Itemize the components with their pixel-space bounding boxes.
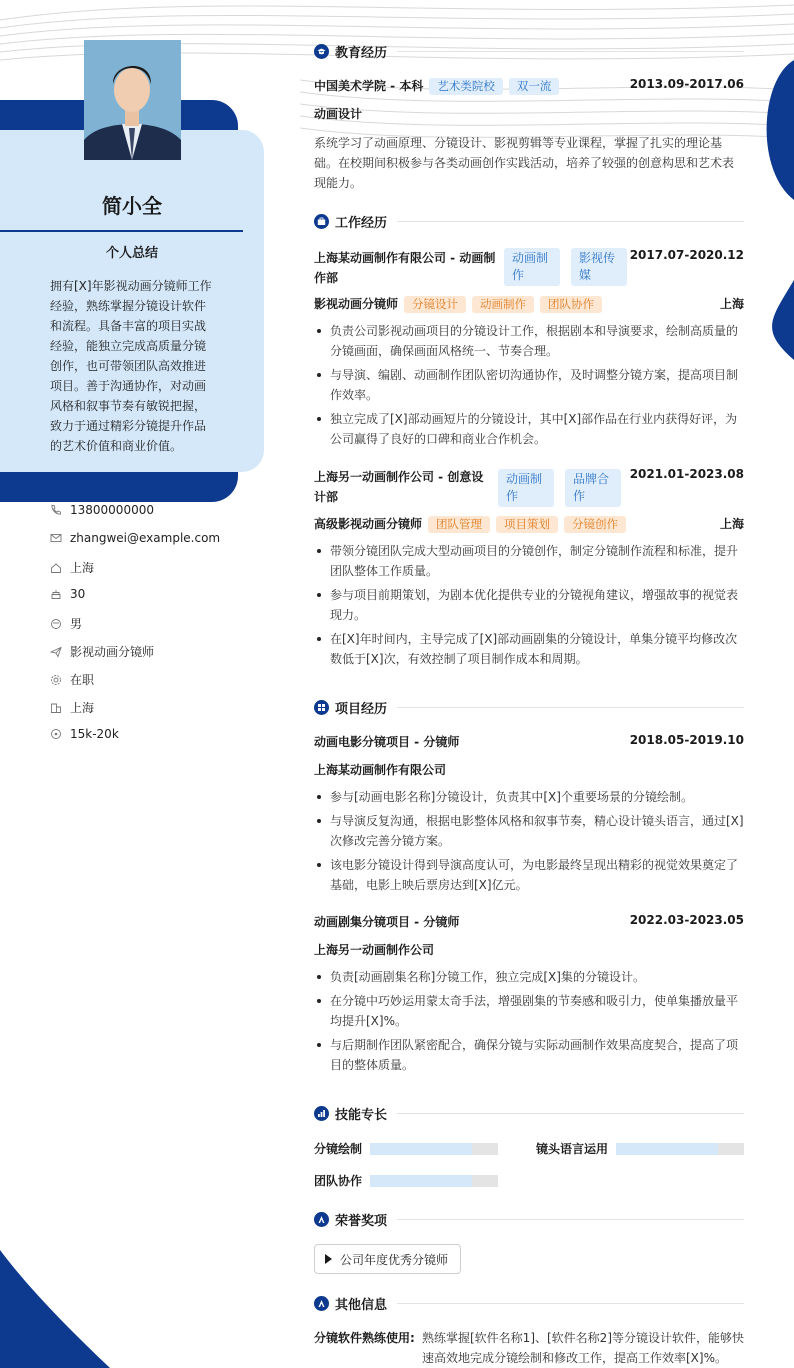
list-item: 参与项目前期策划，为剧本优化提供专业的分镜视角建议，增强故事的视觉表现力。 (314, 585, 744, 625)
section-divider (397, 221, 744, 222)
skill-name: 团队协作 (314, 1174, 363, 1188)
salary-icon (50, 728, 62, 740)
section-title: 技能专长 (335, 1108, 388, 1123)
list-item: 负责[动画剧集名称]分镜工作，独立完成[X]集的分镜设计。 (314, 967, 744, 987)
list-item: 在[X]年时间内，主导完成了[X]部动画剧集的分镜设计，单集分镜平均修改次数低于[X]次，有效控制了项目制作成本和周期。 (314, 629, 744, 669)
age-icon (50, 588, 62, 600)
job-company (314, 248, 496, 288)
skill-name: 镜头语言运用 (536, 1142, 609, 1156)
section-education (314, 42, 744, 61)
job-skill-tag: 团队协作 (540, 296, 602, 313)
skill-bar-fill (370, 1143, 472, 1155)
job-skill-tag: 分镜设计 (404, 296, 466, 313)
section-title: 其他信息 (335, 1298, 388, 1313)
building-icon (50, 702, 62, 714)
job-header (314, 467, 744, 507)
job-company-line: 上海某动画制作有限公司 - 动画制 (314, 251, 496, 265)
job-location: 上海 (719, 297, 744, 311)
job-period: 2021.01-2023.08 (629, 467, 744, 481)
section-divider (397, 1113, 744, 1114)
project-name: 动画电影分镜项目 - 分镜师 (314, 735, 460, 749)
skill-item (314, 1172, 498, 1189)
job-period: 2017.07-2020.12 (629, 248, 744, 262)
list-item: 与导演、编剧、动画制作团队密切沟通协作，及时调整分镜方案，提高项目制作效率。 (314, 365, 744, 405)
job-company-line: 作部 (314, 271, 339, 285)
job-role-row (314, 515, 744, 535)
job-skill-tag: 动画制作 (472, 296, 534, 313)
section-work (314, 212, 744, 231)
play-triangle-icon (325, 1254, 332, 1264)
education-period: 2013.09-2017.06 (629, 77, 744, 91)
briefcase-icon (314, 214, 329, 229)
job-role: 高级影视动画分镜师 (314, 517, 423, 531)
contact-location (50, 559, 94, 576)
job-tag: 影视传媒 (571, 248, 627, 286)
list-item: 带领分镜团队完成大型动画项目的分镜创作，制定分镜制作流程和标准，提升团队整体工作质量。 (314, 541, 744, 581)
gender-icon (50, 618, 62, 630)
contact-phone (50, 503, 154, 517)
skill-bar-fill (616, 1143, 718, 1155)
project-company: 上海某动画制作有限公司 (314, 763, 447, 777)
contact-location-text: 上海 (70, 561, 95, 575)
section-divider (397, 51, 744, 52)
job-skill-tag: 团队管理 (428, 516, 490, 533)
contact-city-text: 上海 (70, 701, 95, 715)
job-skill-tag: 项目策划 (496, 516, 558, 533)
project-header (314, 733, 744, 753)
job-bullets (314, 541, 744, 673)
graduation-cap-icon (314, 44, 329, 59)
info-icon (314, 1296, 329, 1311)
skill-bar (370, 1143, 498, 1155)
skill-bar (370, 1175, 498, 1187)
other-info-row (314, 1328, 744, 1368)
list-item: 在分镜中巧妙运用蒙太奇手法，增强剧集的节奏感和吸引力，使单集播放量平均提升[X]%。 (314, 991, 744, 1031)
list-item: 独立完成了[X]部动画短片的分镜设计，其中[X]部作品在行业内获得好评，为公司赢得了良好的口碑和商业合作机会。 (314, 409, 744, 449)
list-item: 与导演反复沟通，根据电影整体风格和叙事节奏，精心设计镜头语言，通过[X]次修改完善分镜方案。 (314, 811, 744, 851)
skill-name: 分镜绘制 (314, 1142, 363, 1156)
summary-title: 个人总结 (105, 246, 158, 261)
project-company: 上海另一动画制作公司 (314, 943, 435, 957)
contact-gender-text: 男 (70, 617, 83, 631)
job-company-line: 计部 (314, 490, 339, 504)
job-location: 上海 (719, 517, 744, 531)
section-title: 荣誉奖项 (335, 1214, 388, 1229)
job-bullets (314, 321, 744, 453)
skill-bar-fill (370, 1175, 472, 1187)
section-other (314, 1294, 744, 1313)
phone-icon (50, 504, 62, 516)
project-bullets (314, 967, 744, 1079)
section-title: 项目经历 (335, 702, 388, 717)
contact-email (50, 531, 220, 545)
list-item: 与后期制作团队紧密配合，确保分镜与实际动画制作效果高度契合，提高了项目的整体质量。 (314, 1035, 744, 1075)
send-icon (50, 646, 62, 658)
other-info-line: 熟练掌握[软件名称1]、[软件名称2]等分镜设计软件，能够快 (422, 1331, 744, 1345)
home-icon (50, 562, 62, 574)
contact-age (50, 587, 85, 601)
other-info-label: 分镜软件熟练使用: (314, 1331, 415, 1345)
section-divider (397, 707, 744, 708)
skill-item (536, 1140, 744, 1157)
status-icon (50, 674, 62, 686)
job-role: 影视动画分镜师 (314, 297, 399, 311)
job-company (314, 467, 496, 507)
grid-icon (314, 700, 329, 715)
summary-text: 拥有[X]年影视动画分镜师工作经验，熟练掌握分镜设计软件和流程。具备丰富的项目实战经验，能独立完成高质量分镜创作，也可带领团队高效推进项目。善于沟通协作，对动画风格和叙事节奏有敏锐把握，致力于通过精彩分镜提升作品的艺术价值和商业价值。 (50, 279, 212, 453)
skill-bar (616, 1143, 744, 1155)
award-icon (314, 1212, 329, 1227)
contact-status-text: 在职 (70, 673, 95, 687)
contact-phone-text: 13800000000 (70, 503, 154, 517)
contact-email-text: zhangwei@example.com (70, 531, 221, 545)
other-info-text (422, 1328, 744, 1368)
other-info-line: 速高效地完成分镜绘制和修改工作，提高工作效率[X]%。 (422, 1351, 727, 1365)
education-header (314, 77, 744, 97)
project-header (314, 913, 744, 933)
education-tag: 艺术类院校 (429, 78, 503, 95)
section-awards (314, 1210, 744, 1229)
education-school: 中国美术学院 - 本科 (314, 79, 424, 93)
avatar (84, 40, 181, 160)
job-skill-tag: 分镜创作 (564, 516, 626, 533)
project-name: 动画剧集分镜项目 - 分镜师 (314, 915, 460, 929)
section-projects (314, 698, 744, 717)
job-role-row (314, 295, 744, 315)
avatar-image (84, 40, 181, 160)
skill-item (314, 1140, 498, 1157)
section-title: 教育经历 (335, 46, 388, 61)
project-period: 2018.05-2019.10 (629, 733, 744, 747)
contact-status (50, 671, 94, 688)
job-tag: 品牌合作 (565, 469, 621, 507)
award-label: 公司年度优秀分镜师 (340, 1252, 449, 1267)
section-title: 工作经历 (335, 216, 388, 231)
list-item: 参与[动画电影名称]分镜设计，负责其中[X]个重要场景的分镜绘制。 (314, 787, 744, 807)
section-divider (397, 1219, 744, 1220)
job-company-line: 上海另一动画制作公司 - 创意设 (314, 470, 484, 484)
list-item: 该电影分镜设计得到导演高度认可，为电影最终呈现出精彩的视觉效果奠定了基础，电影上映后票房达到[X]亿元。 (314, 855, 744, 895)
job-tag: 动画制作 (504, 248, 560, 286)
list-item: 负责公司影视动画项目的分镜设计工作，根据剧本和导演要求，绘制高质量的分镜画面，确保画面风格统一、节奏合理。 (314, 321, 744, 361)
education-tag: 双一流 (509, 78, 560, 95)
sidebar (0, 0, 290, 1368)
section-skills (314, 1104, 744, 1123)
project-period: 2022.03-2023.05 (629, 913, 744, 927)
name-divider (0, 230, 243, 232)
contact-salary (50, 727, 119, 741)
candidate-name: 简小全 (102, 194, 162, 218)
contact-city (50, 699, 94, 716)
section-divider (397, 1303, 744, 1304)
job-header (314, 248, 744, 288)
project-bullets (314, 787, 744, 899)
contact-gender (50, 615, 82, 632)
education-major: 动画设计 (314, 107, 363, 121)
mail-icon (50, 532, 62, 544)
award-item (314, 1244, 461, 1274)
contact-salary-text: 15k-20k (70, 727, 119, 741)
education-description: 系统学习了动画原理、分镜设计、影视剪辑等专业课程，掌握了扎实的理论基础。在校期间积极参与各类动画创作实践活动，培养了较强的创意构思和艺术表现能力。 (314, 136, 735, 190)
contact-position-text: 影视动画分镜师 (70, 645, 155, 659)
job-tag: 动画制作 (498, 469, 554, 507)
bar-chart-icon (314, 1106, 329, 1121)
contact-age-text: 30 (70, 587, 86, 601)
contact-position (50, 643, 154, 660)
